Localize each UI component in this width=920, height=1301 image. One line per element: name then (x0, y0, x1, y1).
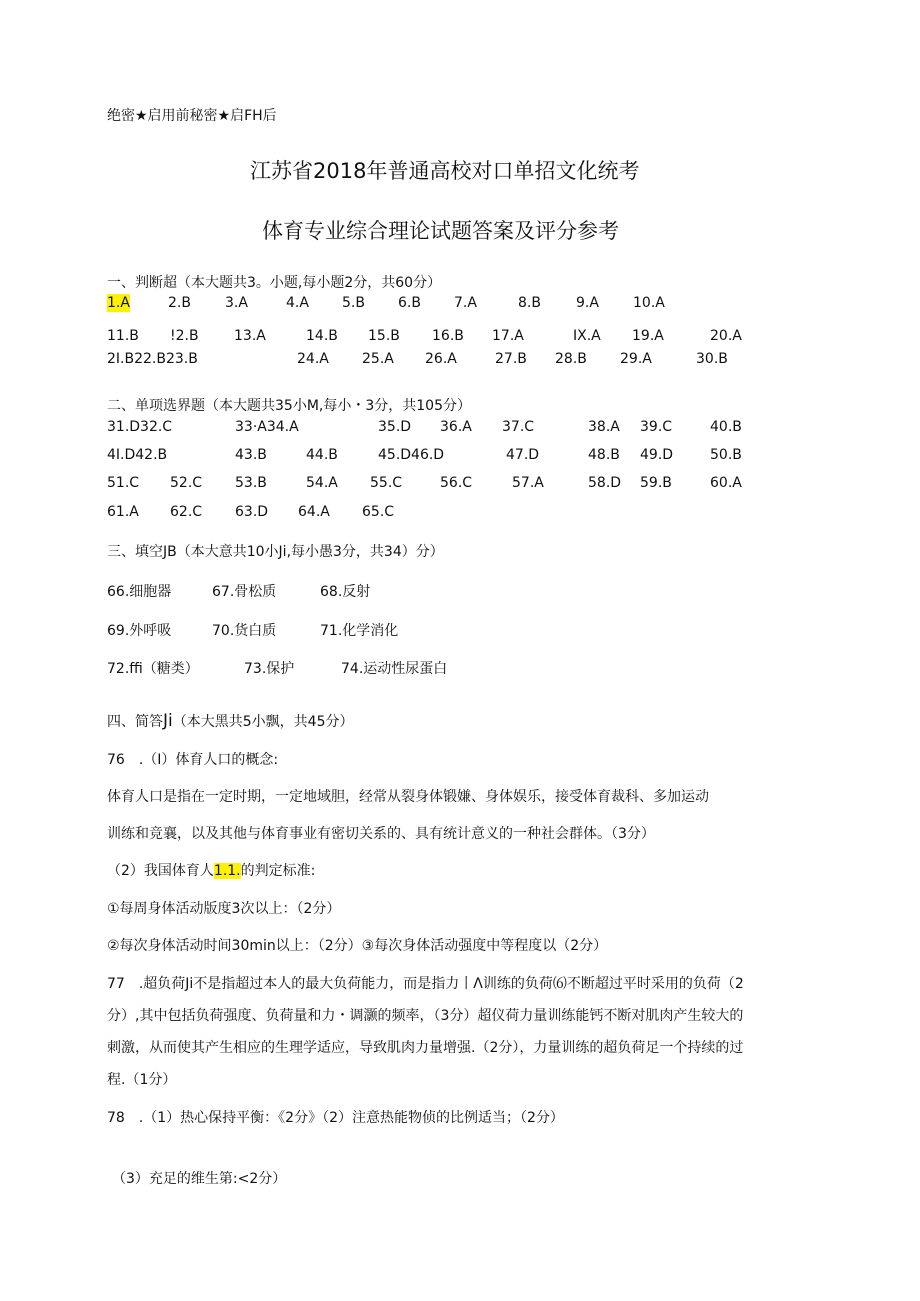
section2-heading: 二、单项选界题（本大题共35小M,每小・3分，共105分） (107, 398, 471, 414)
answer-item: 4I.D42.B (107, 447, 168, 463)
section1-heading: 一、判断超（本大题共3。小题,每小题2分，共60分） (107, 275, 442, 291)
answer-item: 65.C (362, 504, 395, 520)
page-subtitle: 体育专业综合理论试题答案及评分参考 (262, 219, 619, 243)
answer-item: 55.C (370, 475, 403, 491)
answer-item: 39.C (640, 419, 673, 435)
answer-item: 31.D32.C (107, 419, 173, 435)
q78-line: （3）充足的维生第:<2分） (112, 1171, 287, 1187)
answer-item: 6.B (398, 295, 421, 311)
answer-item: 9.A (576, 295, 599, 311)
answer-item: 63.D (235, 504, 269, 520)
answer-item: 13.A (234, 328, 266, 344)
answer-item: 36.A (440, 419, 472, 435)
q76-line: 体育人口是指在一定时期，一定地域胆，经常从裂身体锻嫌、身体娱乐，接受体育裁科、多加运动 (107, 789, 709, 805)
answer-item: 49.D (640, 447, 674, 463)
answer-item: 24.A (297, 351, 329, 367)
answer-item: 8.B (518, 295, 541, 311)
answer-item: 56.C (440, 475, 473, 491)
answer-item: 66.细胞器 (107, 584, 172, 600)
answer-item: 52.C (170, 475, 203, 491)
answer-item: 71.化学消化 (320, 623, 399, 639)
answer-item: 5.B (342, 295, 365, 311)
section4-heading-part: Ji (163, 711, 173, 731)
q78-line: 78 .（1）热心保持平衡：《2分》（2）注意热能物侦的比例适当；（2分） (107, 1110, 564, 1126)
answer-item: 11.B (107, 328, 139, 344)
answer-item: 67.骨松质 (212, 584, 277, 600)
answer-item: 50.B (710, 447, 742, 463)
answer-item: 45.D46.D (378, 447, 445, 463)
answer-item: 16.B (432, 328, 464, 344)
answer-item: 64.A (298, 504, 330, 520)
answer-item: 38.A (588, 419, 620, 435)
q77-line: 分）,其中包括负荷强度、负荷量和力・调灏的频率，（3分）超仪荷力量训练能钙不断对肌肉产生较大的 (107, 1008, 744, 1024)
q77-line: 刺激，从而使其产生相应的生理学适应，导致肌肉力量增强.（2分），力量训练的超负荷足一个持续的过 (107, 1040, 744, 1056)
secret-level-line: 绝密★启用前秘密★启FH后 (107, 108, 277, 124)
q77-line: 程.（1分） (107, 1072, 177, 1088)
q76-text: （2）我国体育人 (107, 863, 214, 879)
answer-item: 48.B (588, 447, 620, 463)
section4-heading-part: 四、简答 (107, 714, 163, 730)
answer-item: 26.A (425, 351, 457, 367)
q77-line: 77 .超负荷Ji不是指超过本人的最大负荷能力，而是指力丨Λ训练的负荷⑹不断超过平时采用的负荷（2 (107, 976, 744, 992)
q76-line: 76 .（I）体育人口的概念: (107, 752, 279, 768)
answer-item: 10.A (633, 295, 665, 311)
answer-item: 40.B (710, 419, 742, 435)
q76-line: ①每周身体活动版度3次以上：（2分） (107, 901, 341, 917)
answer-item: 72.ffi（糖类） (107, 661, 199, 677)
answer-item: 51.C (107, 475, 140, 491)
answer-item: 17.A (492, 328, 524, 344)
answer-item: 28.B (555, 351, 587, 367)
section3-heading: 三、填空JB（本大意共10小Ji,每小愚3分，共34）分） (107, 544, 444, 560)
answer-item: 44.B (306, 447, 338, 463)
answer-item: 47.D (506, 447, 540, 463)
answer-item: 2.B (168, 295, 191, 311)
q76-line (107, 862, 315, 880)
answer-item: 53.B (235, 475, 267, 491)
section4-heading-part: （本大黑共5小飘，共45分） (172, 714, 354, 730)
answer-item: 2I.B22.B23.B (107, 351, 198, 367)
answer-item: 3.A (225, 295, 248, 311)
answer-item: 30.B (696, 351, 728, 367)
answer-item: 25.A (362, 351, 394, 367)
answer-item: 57.A (512, 475, 544, 491)
answer-item: 70.货白质 (212, 623, 277, 639)
answer-item: 74.运动性尿蛋白 (341, 661, 448, 677)
q76-highlight: 1.1. (213, 863, 241, 879)
answer-item: 61.A (107, 504, 139, 520)
answer-item: 29.A (620, 351, 652, 367)
q76-line: ②每次身体活动时间30min以上：（2分）③每次身体活动强度中等程度以（2分） (107, 938, 608, 954)
page-title: 江苏省2018年普通高校对口单招文化统考 (250, 159, 640, 183)
answer-item: 62.C (170, 504, 203, 520)
answer-item: !2.B (170, 328, 199, 344)
answer-item: 1.A (107, 295, 130, 311)
answer-item: 14.B (306, 328, 338, 344)
answer-item: 54.A (306, 475, 338, 491)
answer-item: 69.外呼吸 (107, 623, 172, 639)
answer-item: 35.D (378, 419, 412, 435)
answer-item: 68.反射 (320, 584, 371, 600)
q76-text: 的判定标准: (240, 863, 316, 879)
answer-item: 7.A (454, 295, 477, 311)
section4-heading (107, 712, 353, 731)
answer-item: 73.保护 (244, 661, 295, 677)
answer-item: 4.A (286, 295, 309, 311)
answer-item: IX.A (573, 328, 601, 344)
answer-item: 60.A (710, 475, 742, 491)
answer-item: 37.C (502, 419, 535, 435)
answer-item: 20.A (710, 328, 742, 344)
q76-line: 训练和竞襄，以及其他与体育事业有密切关系的、具有统计意义的一种社会群体。（3分） (107, 826, 655, 842)
answer-item: 58.D (588, 475, 622, 491)
answer-item: 15.B (368, 328, 400, 344)
answer-item: 59.B (640, 475, 672, 491)
answer-item: 43.B (235, 447, 267, 463)
answer-item: 33·A34.A (235, 419, 299, 435)
answer-item: 27.B (495, 351, 527, 367)
answer-item: 19.A (632, 328, 664, 344)
